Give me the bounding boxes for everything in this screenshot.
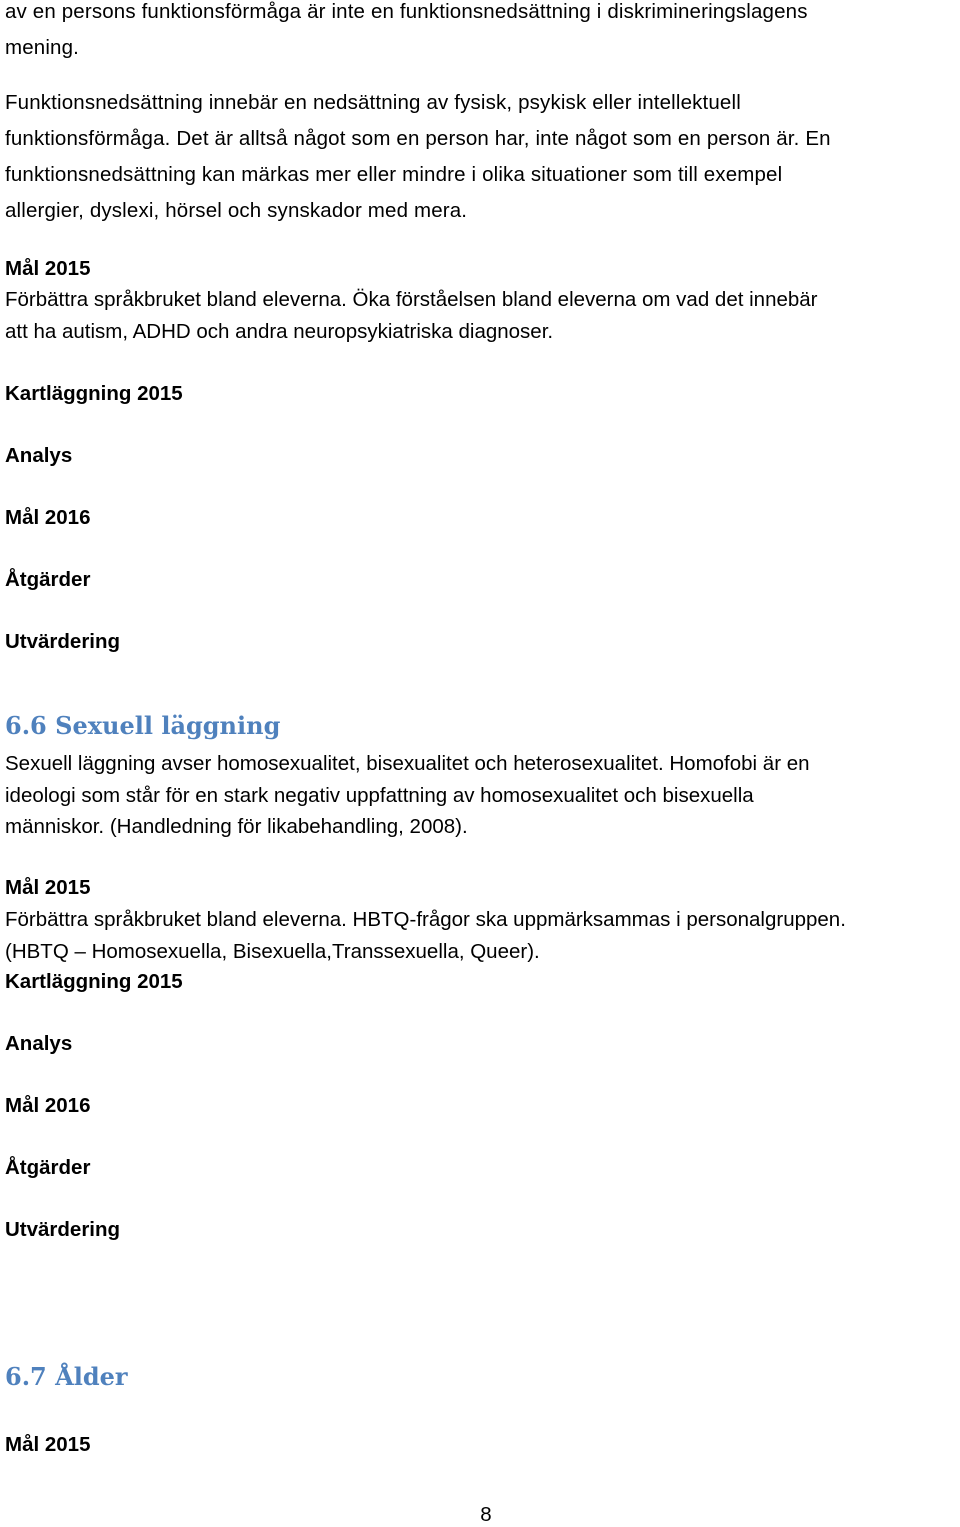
page-number: 8 [480, 1503, 492, 1526]
goal-2015-text [5, 904, 846, 967]
text-line: funktionsförmåga. Det är alltså något som en person har, inte något som en person är. En [5, 127, 831, 150]
text-line: människor. (Handledning för likabehandling, 2008). [5, 815, 468, 838]
section-heading-6-6: 6.6 Sexuell läggning [5, 711, 281, 740]
text-line: Förbättra språkbruket bland eleverna. Öka förståelsen bland eleverna om vad det innebär [5, 288, 818, 311]
mapping-2015-heading: Kartläggning 2015 [5, 382, 183, 405]
text-line: (HBTQ – Homosexuella, Bisexuella,Transsexuella, Queer). [5, 939, 540, 963]
intro-paragraph-2 [5, 85, 831, 229]
goal-2016-heading: Mål 2016 [5, 506, 91, 529]
section-heading-6-7: 6.7 Ålder [5, 1362, 128, 1391]
analysis-heading: Analys [5, 444, 73, 467]
goal-2015-heading: Mål 2015 [5, 257, 91, 280]
evaluation-heading: Utvärdering [5, 1218, 121, 1241]
text-line: Förbättra språkbruket bland eleverna. HBTQ-frågor ska uppmärksammas i personalgruppen. [5, 908, 846, 931]
text-line: ideologi som står för en stark negativ uppfattning av homosexualitet och bisexuella [5, 783, 754, 807]
actions-heading: Åtgärder [5, 568, 91, 591]
goal-2015-heading: Mål 2015 [5, 1433, 91, 1456]
actions-heading: Åtgärder [5, 1156, 91, 1179]
analysis-heading: Analys [5, 1032, 73, 1055]
section-6-6-text [5, 748, 810, 843]
goal-2015-heading: Mål 2015 [5, 876, 91, 899]
evaluation-heading: Utvärdering [5, 630, 121, 653]
text-line: mening. [5, 36, 79, 59]
text-line: allergier, dyslexi, hörsel och synskador med mera. [5, 199, 468, 222]
goal-2015-text [5, 284, 818, 347]
text-line: av en persons funktionsförmåga är inte en funktionsnedsättning i diskrimineringslagens [5, 0, 808, 23]
text-line: funktionsnedsättning kan märkas mer eller mindre i olika situationer som till exempel [5, 163, 783, 186]
intro-paragraph-1 [5, 0, 808, 66]
text-line: att ha autism, ADHD och andra neuropsykiatriska diagnoser. [5, 319, 554, 343]
mapping-2015-heading: Kartläggning 2015 [5, 970, 183, 993]
text-line: Funktionsnedsättning innebär en nedsättning av fysisk, psykisk eller intellektuell [5, 91, 741, 114]
text-line: Sexuell läggning avser homosexualitet, bisexualitet och heterosexualitet. Homofobi är en [5, 752, 810, 775]
goal-2016-heading: Mål 2016 [5, 1094, 91, 1117]
